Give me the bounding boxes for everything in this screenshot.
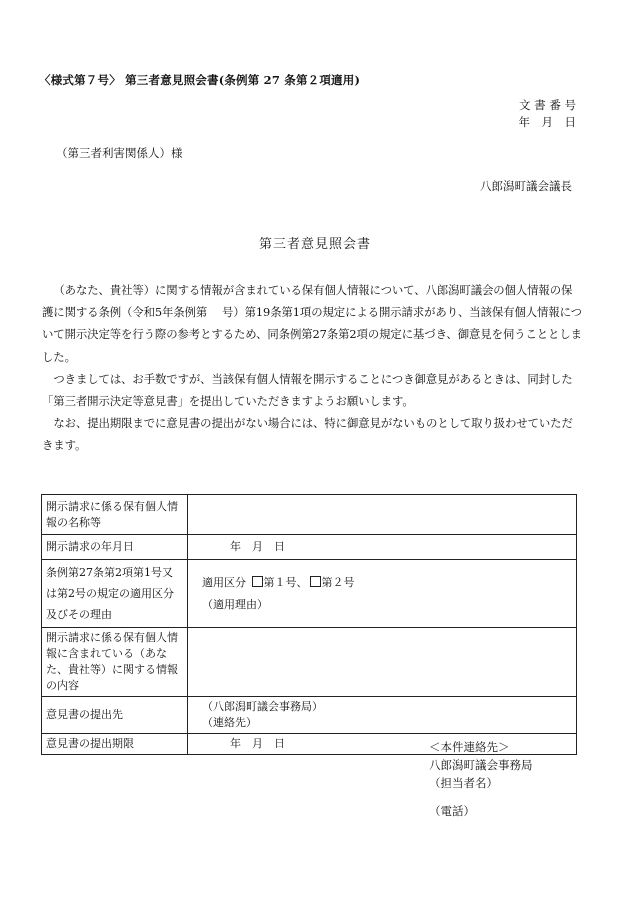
- option-1-label: 第１号、: [263, 575, 308, 589]
- category-prefix: 適用区分: [202, 575, 246, 589]
- contact-person: （担当者名）: [429, 776, 498, 790]
- row-label: 開示請求に係る保有個人情報の名称等: [42, 495, 188, 535]
- submission-office: （八郎潟町議会事務局）: [202, 700, 323, 713]
- table-row: [42, 697, 577, 734]
- row-label: 意見書の提出期限: [42, 734, 188, 755]
- row-value: [188, 495, 577, 535]
- row-label: 条例第27条第2項第1号又は第2号の規定の適用区分及びその理由: [42, 560, 188, 628]
- row-value: [188, 697, 577, 734]
- checkbox-1[interactable]: [252, 576, 263, 587]
- row-value: 年 月 日: [188, 535, 577, 560]
- row-value: [188, 560, 577, 628]
- body-paragraph: なお、提出期限までに意見書の提出がない場合には、特に御意見がないものとして取り扱わせていただきます。: [42, 416, 573, 453]
- contact-office: 八郎潟町議会事務局: [429, 758, 533, 772]
- table-row: [42, 560, 577, 628]
- document-heading: 第三者意見照会書: [258, 237, 371, 252]
- contact-phone: （電話）: [429, 804, 475, 818]
- info-table: [41, 494, 577, 755]
- document-body: [42, 279, 582, 457]
- submission-contact: （連絡先）: [202, 716, 257, 729]
- table-row: [42, 628, 577, 697]
- contact-block: [429, 738, 533, 820]
- row-label: 開示請求に係る保有個人情報に含まれている（あなた、貴社等）に関する情報の内容: [42, 628, 188, 697]
- option-2-label: 第２号: [321, 575, 355, 589]
- row-value: [188, 628, 577, 697]
- row-label: 開示請求の年月日: [42, 535, 188, 560]
- row-value: 年 月 日: [188, 734, 577, 755]
- category-line: [202, 575, 562, 591]
- body-paragraph: （あなた、貴社等）に関する情報が含まれている保有個人情報について、八郎潟町議会の個人情報の保護に関する条例（令和5年条例第 号）第19条第1項の規定による開示請求があり、当該保有個人情報について開示決定等を行う際の参考とするため、同条例第27条第2項の規定に基づき、御意見を伺うこととしました。: [42, 283, 582, 364]
- document-number: 文 書 番 号: [519, 98, 576, 112]
- row-label: 意見書の提出先: [42, 697, 188, 734]
- table-row: [42, 535, 577, 560]
- form-title: 〈様式第７号〉 第三者意見照会書(条例第 27 条第２項適用): [39, 73, 361, 87]
- sender: 八郎潟町議会議長: [480, 179, 572, 193]
- table-row: [42, 495, 577, 535]
- recipient: （第三者利害関係人）様: [56, 146, 183, 160]
- reason-label: （適用理由）: [202, 597, 268, 611]
- contact-title: ＜本件連絡先＞: [429, 740, 510, 754]
- body-paragraph: つきましては、お手数ですが、当該保有個人情報を開示することにつき御意見があるときは、同封した「第三者開示決定等意見書」を提出していただきますようお願いします。: [42, 371, 573, 409]
- checkbox-2[interactable]: [310, 576, 321, 587]
- document-number-block: [519, 97, 577, 131]
- document-date: 年 月 日: [518, 115, 576, 129]
